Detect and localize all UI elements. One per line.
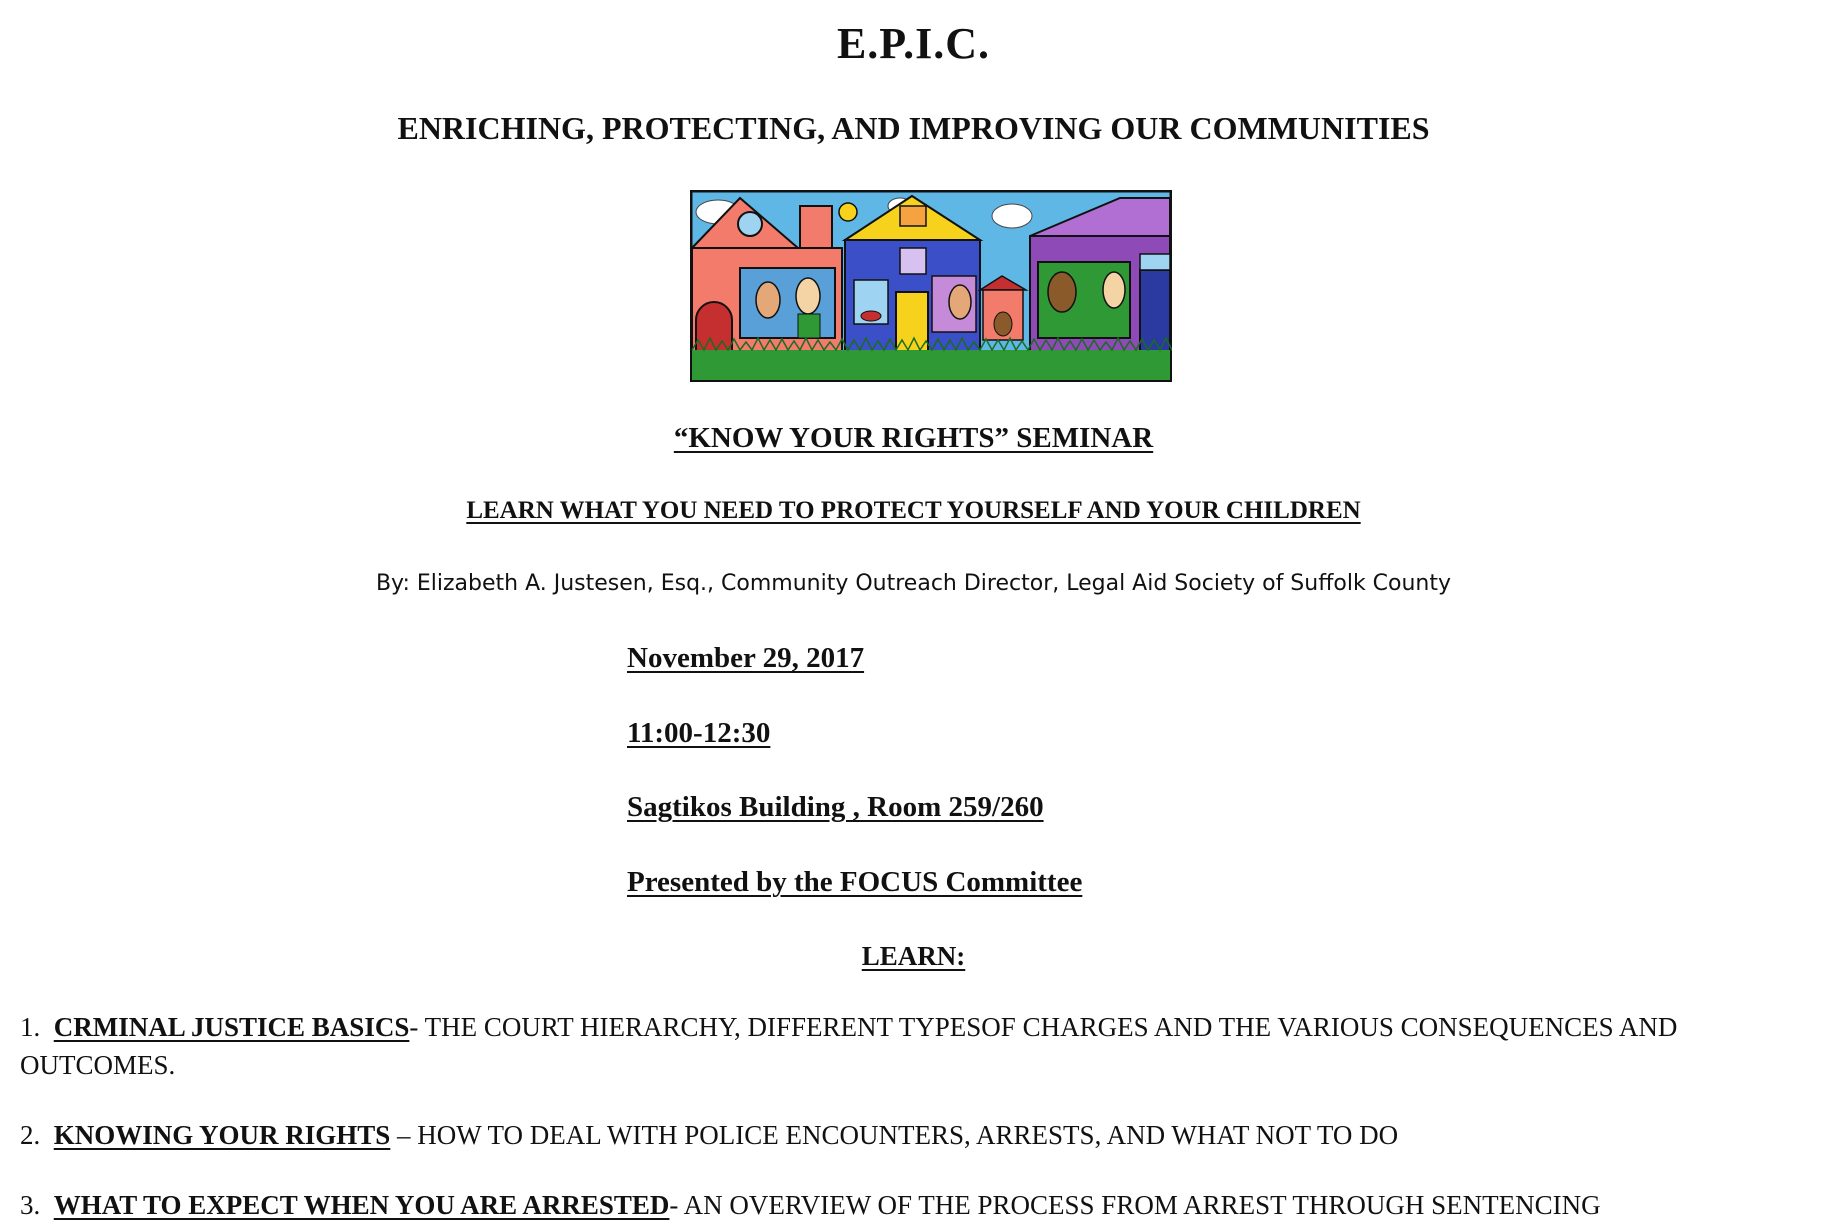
learn-item-topic: CRMINAL JUSTICE BASICS (53, 1012, 410, 1042)
event-time: 11:00-12:30 (627, 717, 771, 749)
flyer-subtitle: ENRICHING, PROTECTING, AND IMPROVING OUR COMMUNITIES (397, 110, 1430, 146)
seminar-title-text: “KNOW YOUR RIGHTS” SEMINAR (673, 422, 1154, 454)
learn-item (20, 1116, 1810, 1154)
learn-item-topic: WHAT TO EXPECT WHEN YOU ARE ARRESTED (53, 1190, 670, 1220)
learn-item-number: 3. (20, 1190, 41, 1220)
learn-item-description: - THE COURT HIERARCHY, DIFFERENT TYPESOF CHARGES AND THE VARIOUS CONSEQUENCES AND OUTCOMES. (20, 1012, 1678, 1080)
learn-item (20, 1186, 1810, 1224)
learn-heading-text: LEARN: (861, 941, 966, 971)
flyer-title: E.P.I.C. (836, 19, 991, 68)
learn-item-description: - AN OVERVIEW OF THE PROCESS FROM ARREST THROUGH SENTENCING (669, 1190, 1601, 1220)
learn-item-topic: KNOWING YOUR RIGHTS (53, 1120, 391, 1150)
event-presenter: Presented by the FOCUS Committee (627, 866, 1083, 898)
learn-heading (0, 941, 1827, 972)
colorful-houses-illustration-icon (690, 190, 1172, 382)
event-date: November 29, 2017 (627, 642, 865, 674)
learn-item-description: – HOW TO DEAL WITH POLICE ENCOUNTERS, ARRESTS, AND WHAT NOT TO DO (390, 1120, 1399, 1150)
seminar-tagline (0, 497, 1827, 525)
learn-item (20, 1008, 1810, 1084)
seminar-tagline-text: LEARN WHAT YOU NEED TO PROTECT YOURSELF AND YOUR CHILDREN (466, 497, 1361, 524)
learn-item-number: 2. (20, 1120, 41, 1150)
event-location: Sagtikos Building , Room 259/260 (627, 791, 1044, 823)
presenter-byline: By: Elizabeth A. Justesen, Esq., Community Outreach Director, Legal Aid Society of Suffolk County (375, 571, 1452, 596)
learn-item-number: 1. (20, 1012, 41, 1042)
seminar-title (0, 422, 1827, 455)
